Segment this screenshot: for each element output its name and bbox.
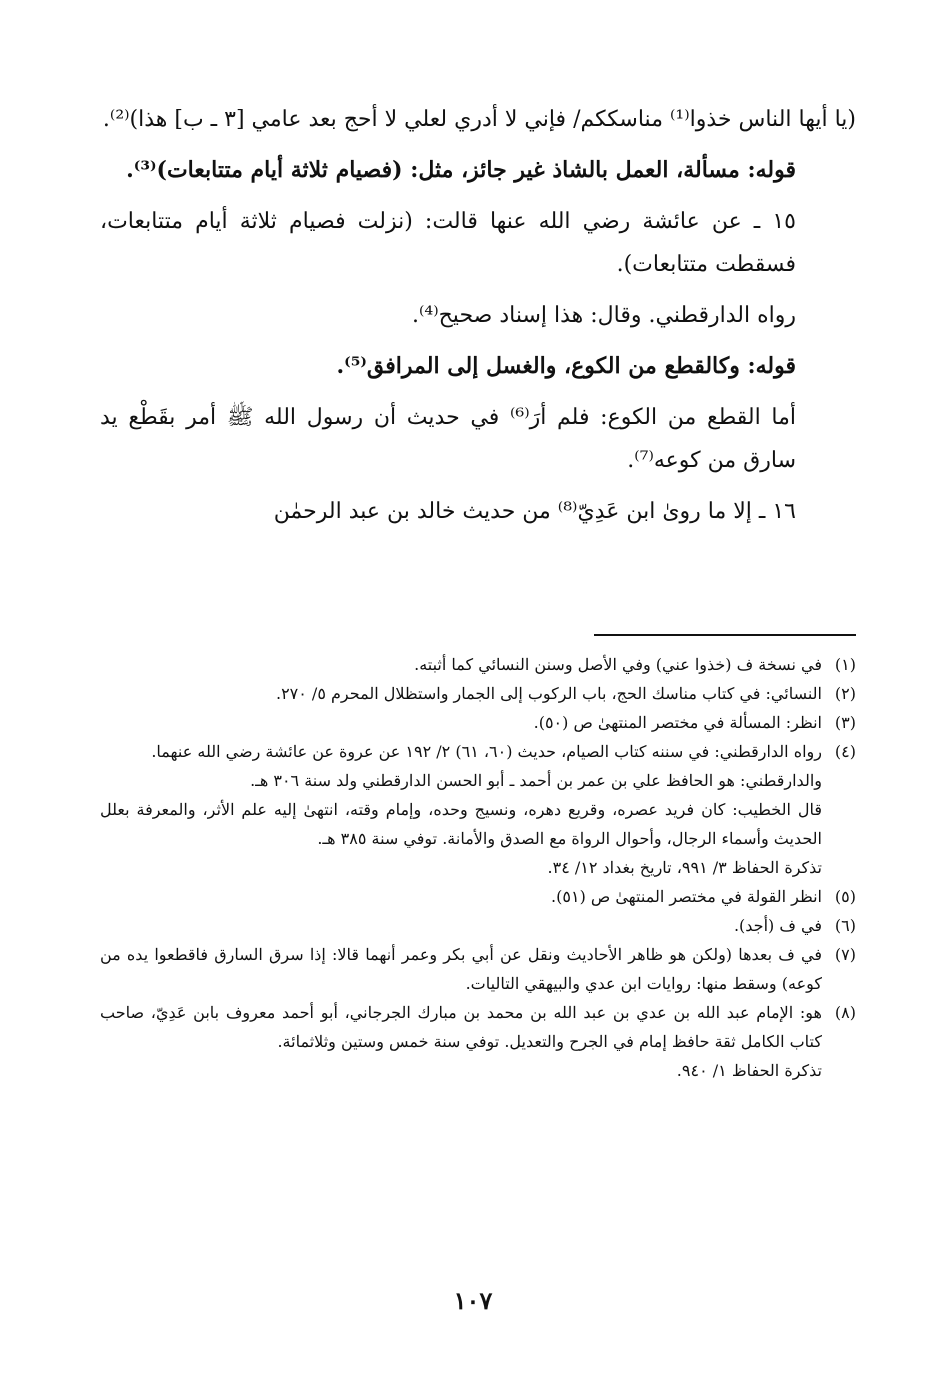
footnote-8-refs: تذكرة الحفاظ ١/ ٩٤٠. [676,1061,822,1080]
footnote-text: انظر: المسألة في مختصر المنتهىٰ ص (٥٠). [533,713,822,732]
footnote-4-refs: تذكرة الحفاظ ٣/ ٩٩١، تاريخ بغداد ١٢/ ٣٤. [547,858,822,877]
paragraph-hadith-quote: (يا أيها الناس خذوا⁽¹⁾ مناسككم/ فإني لا أدري لعلي لا أحج بعد عامي [٣ ـ ب] هذا)⁽²⁾. [102,107,856,132]
footnote-separator [594,634,856,636]
footnote-text: في ف (أجد). [733,916,822,935]
footnote-number: (٨) [834,1003,856,1022]
footnote-number: (٥) [834,887,856,906]
footnote-number: (١) [834,655,856,674]
footnote-3 [100,708,856,737]
footnote-number: (٦) [834,916,856,935]
footnote-5 [100,882,856,911]
footnote-6 [100,911,856,940]
narration-daraqutni: رواه الدارقطني. وقال: هذا إسناد صحيح⁽⁴⁾. [411,303,796,328]
main-text [100,98,856,533]
footnote-4-bio: والدارقطني: هو الحافظ علي بن عمر بن أحمد ـ أبو الحسن الدارقطني ولد سنة ٣٠٦ هـ. [250,771,822,790]
footnote-number: (٧) [834,945,856,964]
footnote-text: رواه الدارقطني: في سننه كتاب الصيام، حديث (٦٠، ٦١) ٢/ ١٩٢ عن عروة عن عائشة رضي الله عنهما. [151,742,822,761]
footnote-number: (٣) [834,713,856,732]
footnote-2 [100,679,856,708]
footnote-7 [100,940,856,998]
footnote-number: (٢) [834,684,856,703]
footnote-number: (٤) [834,742,856,761]
paragraph-qat: أما القطع من الكوع: فلم أرَ⁽⁶⁾ في حديث أن رسول الله ﷺ أمر بقَطْع يد سارق من كوعه⁽⁷⁾. [100,405,797,473]
hadith-16: ١٦ ـ إلا ما روىٰ ابن عَدِيّ⁽⁸⁾ من حديث خالد بن عبد الرحمٰن [273,499,796,524]
footnote-8 [100,998,856,1056]
page-number: ١٠٧ [453,1286,493,1315]
page-body [100,98,856,1080]
heading-qawluhu-shadh: قوله: مسألة، العمل بالشاذ غير جائز، مثل: (فصيام ثلاثة أيام متتابعات)⁽³⁾. [126,157,796,183]
footnote-4 [100,737,856,766]
heading-qawluhu-kaw: قوله: وكالقطع من الكوع، والغسل إلى المرافق⁽⁵⁾. [336,353,796,379]
footnote-text: هو: الإمام عبد الله بن عدي بن عبد الله بن محمد بن مبارك الجرجاني، أبو أحمد معروف بابن عَدِيّ، صاحب كتاب الكامل ثقة حافظ إمام في الجرح والتعديل. توفي سنة خمس وستين وثلاثمائة. [100,1003,822,1051]
footnote-text: في ف بعدها (ولكن هو ظاهر الأحاديث ونقل عن أبي بكر وعمر أنهما قالا: إذا سرق السارق فاقطعوا يده من كوعه) وسقط منها: روايات ابن عدي والبيهقي التاليات. [100,945,823,993]
footnotes [100,650,856,1085]
footnote-1 [100,650,856,679]
footnote-text: النسائي: في كتاب مناسك الحج، باب الركوب إلى الجمار واستظلال المحرم ٥/ ٢٧٠. [275,684,822,703]
footnote-text: انظر القولة في مختصر المنتهىٰ ص (٥١). [551,887,822,906]
footnote-text: في نسخة ف (خذوا عني) وفي الأصل وسنن النسائي كما أثبته. [414,655,822,674]
hadith-15: ١٥ ـ عن عائشة رضي الله عنها قالت: (نزلت فصيام ثلاثة أيام متتابعات، فسقطت متتابعات). [100,209,796,277]
footnote-4-khatib: قال الخطيب: كان فريد عصره، وقريع دهره، ونسيج وحده، وإمام وقته، انتهىٰ إليه علم الأثر، والمعرفة بعلل الحديث وأسماء الرجال، وأحوال الرواة مع الصدق والأمانة. توفي سنة ٣٨٥ هـ. [100,800,822,848]
